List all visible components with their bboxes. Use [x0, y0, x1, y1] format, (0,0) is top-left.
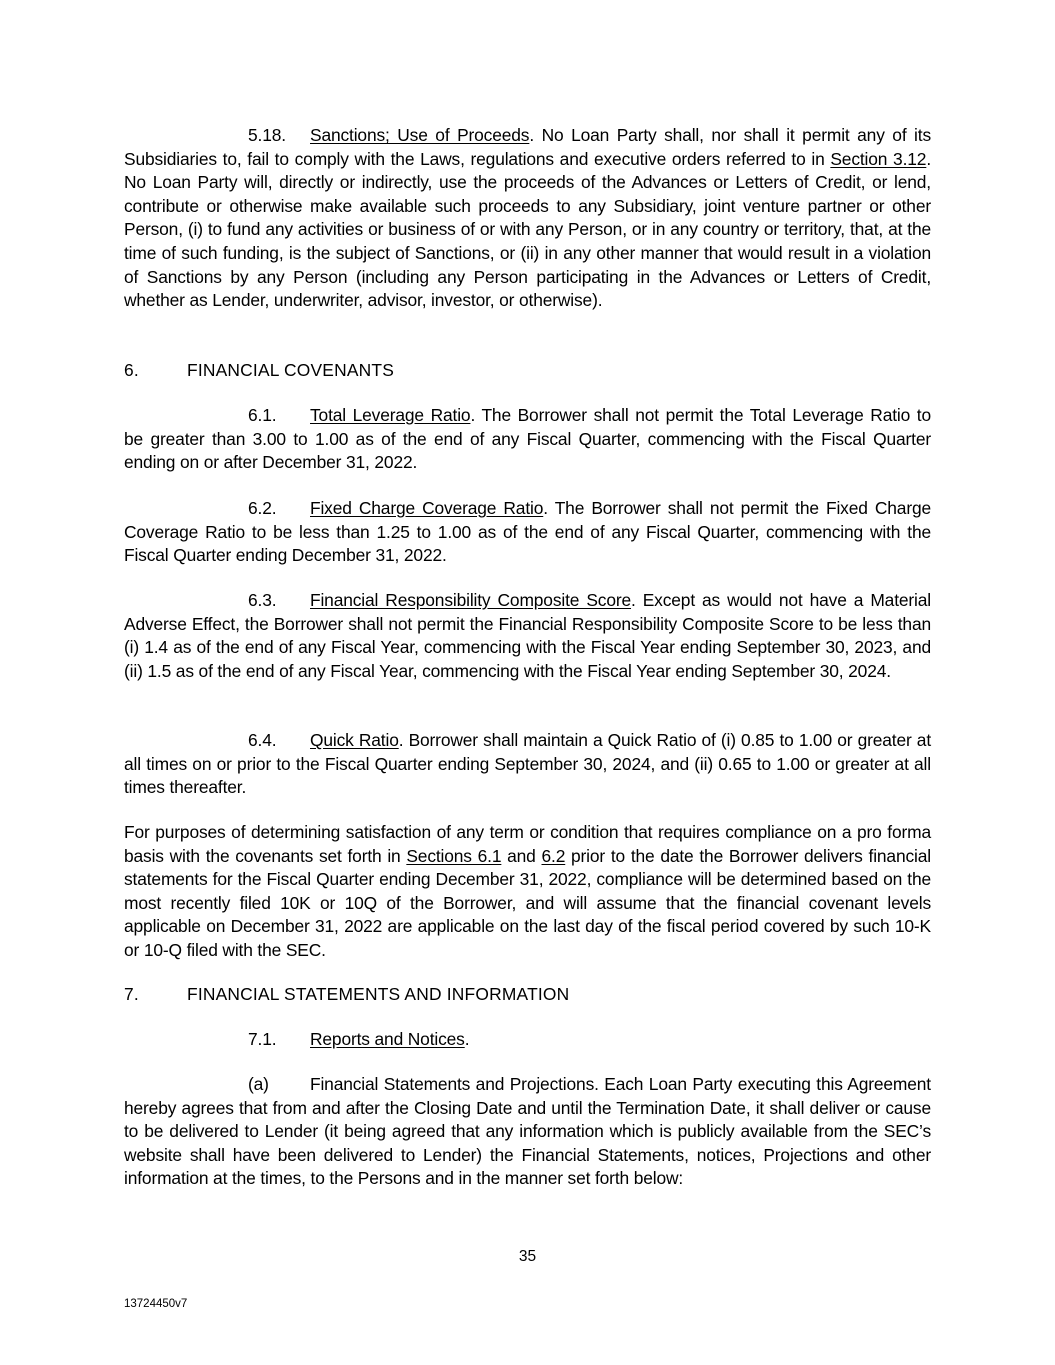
cross-reference: 6.2 — [541, 845, 566, 866]
page-number: 35 — [518, 1248, 537, 1265]
subsection-text: Financial Statements and Projections. Each Loan Party executing this Agreement hereby agrees that from and after the Closing Date and until the Termination Date, it shall deliver or cause to be delivered to Lender (it being agreed that any information which is publicly available from the SEC’s website shall have been delivered to Lender) the Financial Statements, notices, Projections and other information at the times, to the Persons and in the manner set forth below: — [124, 1074, 931, 1189]
section-6-2 — [124, 497, 931, 568]
section-6-3 — [124, 589, 931, 683]
paragraph-text: prior to the date the Borrower delivers financial statements for the Fiscal Quarter ending December 31, 2022, compliance will be determined based on the most recently filed 10K or 10Q of the Borrower, and will assume that the financial covenant levels applicable on December 31, 2022 are applicable on the last day of the fiscal period covered by such 10-K or 10-Q filed with the SEC. — [124, 845, 931, 960]
article-number: 6. — [124, 360, 139, 380]
section-number: 6.4. — [248, 730, 277, 750]
section-6-1 — [124, 404, 931, 475]
pro-forma-paragraph — [124, 821, 931, 963]
section-title: Reports and Notices — [310, 1029, 465, 1049]
section-text: . No Loan Party will, directly or indirectly, use the proceeds of the Advances or Letters of Credit, or lend, contribute or otherwise make available such proceeds to any Subsidiary, joint venture partner or other Person, (i) to fund any activities or business of or with any Person, or in any country or territory, that, at the time of such funding, is the subject of Sanctions, or (ii) in any other manner that would result in a violation of Sanctions by any Person (including any Person participating in the Advances or Letters of Credit, whether as Lender, underwriter, advisor, investor, or otherwise). — [124, 148, 931, 311]
section-number: 6.1. — [248, 405, 277, 425]
section-text: . The Borrower shall not permit the Fixed Charge Coverage Ratio to be less than 1.25 to 1.00 as of the end of any Fiscal Quarter, commencing with the Fiscal Quarter ending December 31, 2022. — [124, 498, 932, 566]
document-id: 13724450v7 — [124, 1298, 188, 1310]
article-title: FINANCIAL STATEMENTS AND INFORMATION — [187, 984, 570, 1004]
subsection-number: (a) — [248, 1074, 269, 1094]
section-title: Total Leverage Ratio — [310, 405, 471, 425]
article-number: 7. — [124, 984, 139, 1004]
paragraph-text: and — [501, 845, 542, 866]
section-6-4 — [124, 729, 931, 800]
paragraph-text: For purposes of determining satisfaction of any term or condition that requires compliance on a pro forma basis with the covenants set forth in — [124, 822, 931, 866]
section-text: . The Borrower shall not permit the Total Leverage Ratio to be greater than 3.00 to 1.00 as of the end of any Fiscal Quarter, commencing with the Fiscal Quarter ending on or after December 31, 2022. — [124, 405, 931, 473]
cross-reference: Sections 6.1 — [406, 845, 502, 866]
section-7-1 — [124, 1028, 931, 1052]
section-title: Fixed Charge Coverage Ratio — [310, 498, 544, 518]
section-number: 6.2. — [248, 498, 277, 518]
article-heading-7 — [124, 983, 931, 1007]
section-text: . No Loan Party shall, nor shall it permit any of its Subsidiaries to, fail to comply with the Laws, regulations and executive orders referred to in — [124, 125, 932, 169]
section-title: Quick Ratio — [310, 730, 399, 750]
section-5-18 — [124, 124, 931, 313]
article-heading-6 — [124, 359, 931, 383]
section-number: 5.18. — [248, 125, 286, 145]
section-number: 6.3. — [248, 590, 277, 610]
section-text: . Borrower shall maintain a Quick Ratio of (i) 0.85 to 1.00 or greater at all times on or prior to the Fiscal Quarter ending September 30, 2024, and (ii) 0.65 to 1.00 or greater at all times thereafter. — [124, 730, 931, 798]
subsection-7-1-a — [124, 1073, 931, 1191]
cross-reference: Section 3.12 — [830, 148, 927, 169]
section-text: . Except as would not have a Material Adverse Effect, the Borrower shall not permit the Financial Responsibility Composite Score to be less than (i) 1.4 as of the end of any Fiscal Year, commencing with the Fiscal Year ending September 30, 2023, and (ii) 1.5 as of the end of any Fiscal Year, commencing with the Fiscal Year ending September 30, 2024. — [124, 590, 931, 681]
section-text: . — [464, 1029, 470, 1049]
article-title: FINANCIAL COVENANTS — [187, 360, 395, 380]
section-title: Financial Responsibility Composite Score — [310, 590, 632, 610]
section-number: 7.1. — [248, 1029, 277, 1049]
section-title: Sanctions; Use of Proceeds — [310, 125, 530, 145]
